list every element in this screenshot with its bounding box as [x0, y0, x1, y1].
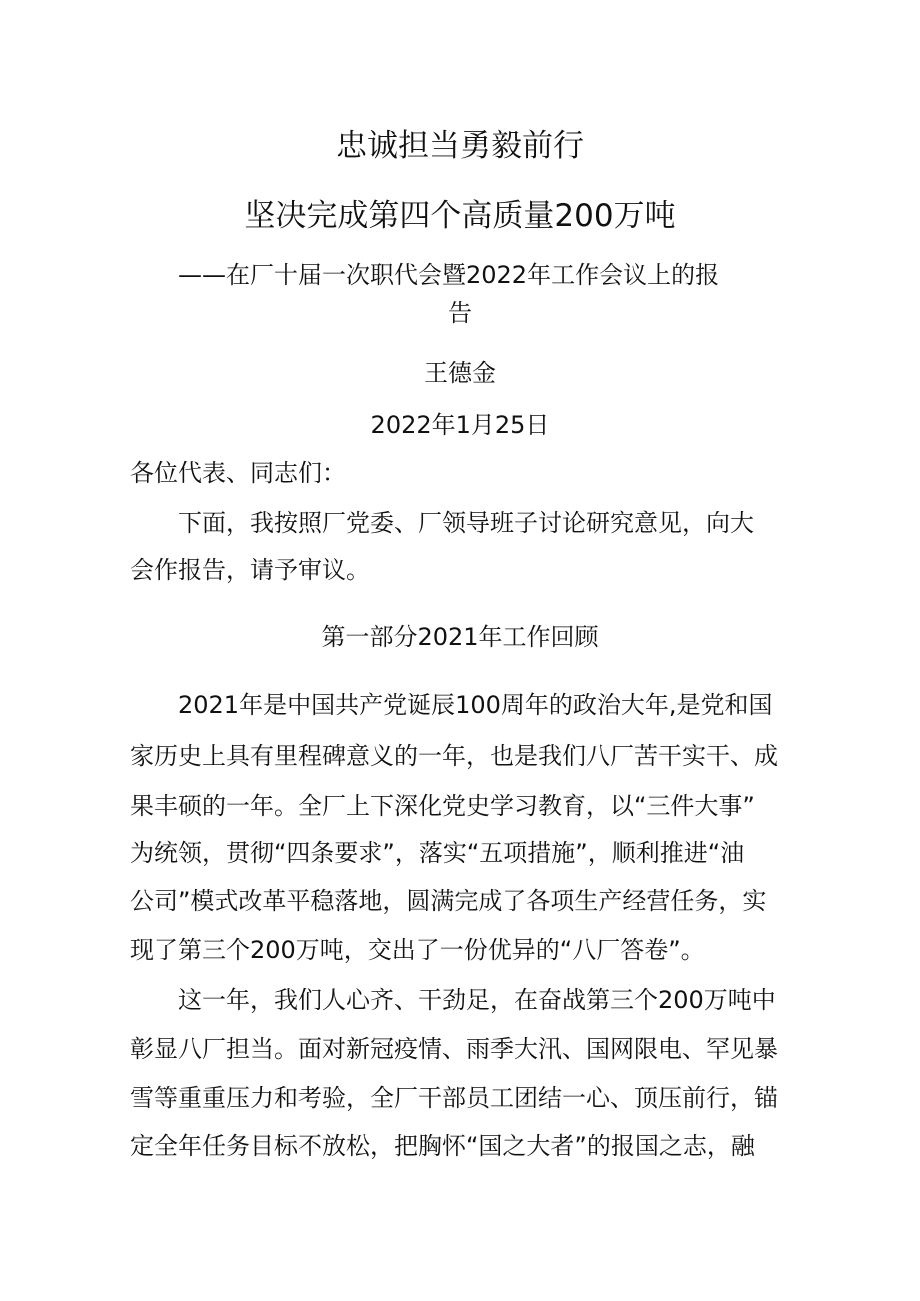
paragraph-line: 家历史上具有里程碑意义的一年，也是我们八厂苦干实干、成	[130, 742, 778, 770]
subtitle-line-2: 告	[448, 299, 472, 327]
paragraph-line: 现了第三个200万吨，交出了一份优异的“八厂答卷”。	[130, 936, 705, 964]
paragraph-line: 定全年任务目标不放松，把胸怀“国之大者”的报国之志，融	[130, 1132, 755, 1160]
author-name: 王德金	[424, 359, 496, 387]
subtitle-line-1: ——在厂十届一次职代会暨2022年工作会议上的报	[178, 261, 720, 289]
paragraph-line: 雪等重重压力和考验，全厂干部员工团结一心、顶压前行，锚	[130, 1084, 778, 1112]
title-line-1: 忠诚担当勇毅前行	[336, 128, 584, 164]
report-date: 2022年1月25日	[370, 411, 550, 439]
paragraph-line: 会作报告，请予审议。	[130, 556, 370, 584]
paragraph-line: 为统领，贯彻“四条要求”，落实“五项措施”，顺利推进“油	[130, 839, 745, 867]
paragraph-line: 这一年，我们人心齐、干劲足，在奋战第三个200万吨中	[178, 986, 776, 1014]
section-heading: 第一部分2021年工作回顾	[321, 623, 599, 651]
paragraph-line: 彰显八厂担当。面对新冠疫情、雨季大汛、国网限电、罕见暴	[130, 1035, 778, 1063]
paragraph-line: 公司”模式改革平稳落地，圆满完成了各项生产经营任务，实	[130, 887, 767, 915]
paragraph-line: 果丰硕的一年。全厂上下深化党史学习教育，以“三件大事”	[130, 792, 755, 820]
paragraph-line: 2021年是中国共产党诞辰100周年的政治大年,是党和国	[178, 691, 773, 719]
title-line-2: 坚决完成第四个高质量200万吨	[244, 198, 676, 234]
salutation: 各位代表、同志们：	[130, 459, 346, 487]
paragraph-line: 下面，我按照厂党委、厂领导班子讨论研究意见，向大	[178, 509, 754, 537]
